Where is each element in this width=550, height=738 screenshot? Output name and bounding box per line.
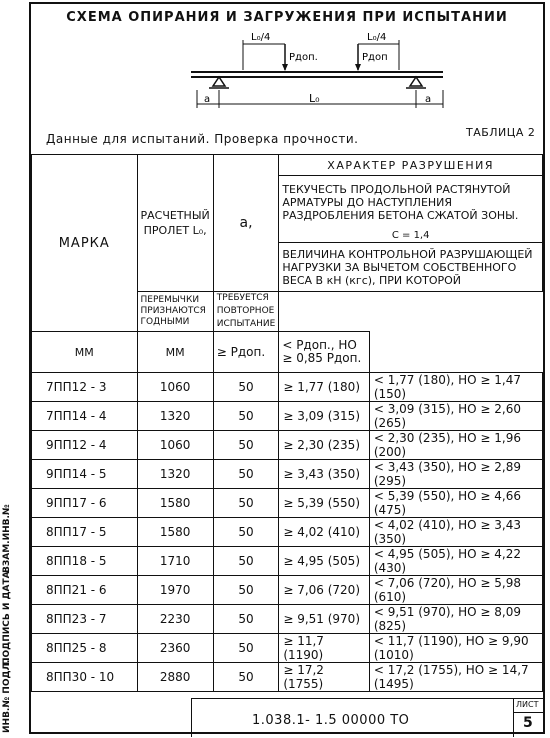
row-accepted: ≥ 3,43 (350) xyxy=(279,460,370,489)
sheet-label: ЛИСТ xyxy=(516,700,539,709)
row-retest: < 3,43 (350), НО ≥ 2,89 (295) xyxy=(369,460,542,489)
table-row xyxy=(32,663,543,692)
row-span: 1060 xyxy=(137,373,213,402)
row-a: 50 xyxy=(213,576,279,605)
row-accepted: ≥ 1,77 (180) xyxy=(279,373,370,402)
row-retest: < 1,77 (180), НО ≥ 1,47 (150) xyxy=(369,373,542,402)
row-retest: < 5,39 (550), НО ≥ 4,66 (475) xyxy=(369,489,542,518)
row-span: 1320 xyxy=(137,460,213,489)
table-row xyxy=(32,460,543,489)
row-mark: 9ПП12 - 4 xyxy=(32,431,138,460)
header-retest: < Рдоп., НО ≥ 0,85 Рдоп. xyxy=(279,332,370,373)
header-span: РАСЧЕТНЫЙ ПРОЛЕТ L₀, xyxy=(137,155,213,292)
row-accepted: ≥ 4,95 (505) xyxy=(279,547,370,576)
header-failure: ХАРАКТЕР РАЗРУШЕНИЯ xyxy=(279,155,543,176)
row-retest: < 4,02 (410), НО ≥ 3,43 (350) xyxy=(369,518,542,547)
table-row xyxy=(32,431,543,460)
span-label: L₀ xyxy=(309,92,320,105)
row-mark: 8ПП21 - 6 xyxy=(32,576,138,605)
row-span: 1320 xyxy=(137,402,213,431)
row-span: 1060 xyxy=(137,431,213,460)
header-load-desc: ВЕЛИЧИНА КОНТРОЛЬНОЙ РАЗРУШАЮЩЕЙ НАГРУЗКИ ЗА ВЫЧЕТОМ СОБСТВЕННОГО ВЕСА В кН (кгс), ПРИ КОТОРОЙ xyxy=(279,243,543,292)
row-mark: 8ПП17 - 5 xyxy=(32,518,138,547)
row-accepted: ≥ 7,06 (720) xyxy=(279,576,370,605)
row-accepted: ≥ 9,51 (970) xyxy=(279,605,370,634)
side-labels xyxy=(2,505,24,733)
row-accepted: ≥ 2,30 (235) xyxy=(279,431,370,460)
row-mark: 8ПП18 - 5 xyxy=(32,547,138,576)
side-label-replace: ВЗАМ.ИНВ.№ xyxy=(2,504,12,573)
row-mark: 7ПП12 - 3 xyxy=(32,373,138,402)
row-mark: 9ПП17 - 6 xyxy=(32,489,138,518)
row-retest: < 11,7 (1190), НО ≥ 9,90 (1010) xyxy=(369,634,542,663)
row-span: 2230 xyxy=(137,605,213,634)
table-row xyxy=(32,402,543,431)
row-accepted: ≥ 4,02 (410) xyxy=(279,518,370,547)
side-label-signature: ПОДПИСЬ И ДАТА xyxy=(2,571,12,665)
row-a: 50 xyxy=(213,489,279,518)
row-accepted: ≥ 5,39 (550) xyxy=(279,489,370,518)
title-block xyxy=(191,698,544,737)
row-a: 50 xyxy=(213,431,279,460)
sheet-number: 5 xyxy=(523,715,533,731)
row-accepted: ≥ 17,2 (1755) xyxy=(279,663,370,692)
table-row xyxy=(32,518,543,547)
row-mark: 8ПП30 - 10 xyxy=(32,663,138,692)
loading-scheme-diagram xyxy=(181,30,451,110)
sheet-box xyxy=(513,699,544,737)
table-body xyxy=(32,373,543,692)
quarter-span-left: L₀/4 xyxy=(251,32,271,43)
row-retest: < 7,06 (720), НО ≥ 5,98 (610) xyxy=(369,576,542,605)
scheme-title: СХЕМА ОПИРАНИЯ И ЗАГРУЖЕНИЯ ПРИ ИСПЫТАНИИ xyxy=(66,10,508,25)
row-accepted: ≥ 11,7 (1190) xyxy=(279,634,370,663)
row-mark: 8ПП25 - 8 xyxy=(32,634,138,663)
quarter-span-right: L₀/4 xyxy=(367,32,387,43)
row-span: 1970 xyxy=(137,576,213,605)
row-a: 50 xyxy=(213,547,279,576)
header-c-value: C = 1,4 xyxy=(279,228,543,243)
header-failure-desc: ТЕКУЧЕСТЬ ПРОДОЛЬНОЙ РАСТЯНУТОЙ АРМАТУРЫ ДО НАСТУПЛЕНИЯ РАЗДРОБЛЕНИЯ БЕТОНА СЖАТОЙ ЗОНЫ. xyxy=(279,176,543,229)
row-retest: < 17,2 (1755), НО ≥ 14,7 (1495) xyxy=(369,663,542,692)
row-span: 2880 xyxy=(137,663,213,692)
load-left: Рдоп. xyxy=(289,52,318,63)
header-accepted: ≥ Рдоп. xyxy=(213,332,279,373)
row-a: 50 xyxy=(213,373,279,402)
header-a: a, xyxy=(213,155,279,292)
row-span: 2360 xyxy=(137,634,213,663)
unit-a: ММ xyxy=(137,332,213,373)
row-a: 50 xyxy=(213,518,279,547)
row-retest: < 2,30 (235), НО ≥ 1,96 (200) xyxy=(369,431,542,460)
row-retest: < 4,95 (505), НО ≥ 4,22 (430) xyxy=(369,547,542,576)
row-a: 50 xyxy=(213,605,279,634)
row-accepted: ≥ 3,09 (315) xyxy=(279,402,370,431)
table-caption: Данные для испытаний. Проверка прочности. xyxy=(46,132,359,146)
row-a: 50 xyxy=(213,460,279,489)
row-a: 50 xyxy=(213,634,279,663)
table-row xyxy=(32,373,543,402)
table-number: ТАБЛИЦА 2 xyxy=(466,126,536,139)
document-code: 1.038.1- 1.5 00000 ТО xyxy=(252,713,410,728)
row-a: 50 xyxy=(213,402,279,431)
test-data-table xyxy=(31,154,543,692)
header-mark: МАРКА xyxy=(32,155,138,332)
table-row xyxy=(32,547,543,576)
drawing-frame xyxy=(29,2,545,734)
support-a-left: a xyxy=(204,94,211,105)
row-retest: < 9,51 (970), НО ≥ 8,09 (825) xyxy=(369,605,542,634)
row-retest: < 3,09 (315), НО ≥ 2,60 (265) xyxy=(369,402,542,431)
side-label-inv: ИНВ.№ ПОДЛ. xyxy=(2,659,12,733)
unit-span: ММ xyxy=(32,332,138,373)
row-a: 50 xyxy=(213,663,279,692)
load-right: Рдоп xyxy=(362,52,388,63)
row-mark: 7ПП14 - 4 xyxy=(32,402,138,431)
table-row xyxy=(32,605,543,634)
support-a-right: a xyxy=(425,94,432,105)
row-span: 1580 xyxy=(137,518,213,547)
table-row xyxy=(32,489,543,518)
row-mark: 8ПП23 - 7 xyxy=(32,605,138,634)
header-accepted-label: ПЕРЕМЫЧКИ ПРИЗНАЮТСЯ ГОДНЫМИ xyxy=(137,292,213,332)
table-row xyxy=(32,634,543,663)
header-retest-label: ТРЕБУЕТСЯ ПОВТОРНОЕ ИСПЫТАНИЕ xyxy=(213,292,279,332)
row-span: 1710 xyxy=(137,547,213,576)
table-row xyxy=(32,576,543,605)
row-span: 1580 xyxy=(137,489,213,518)
row-mark: 9ПП14 - 5 xyxy=(32,460,138,489)
